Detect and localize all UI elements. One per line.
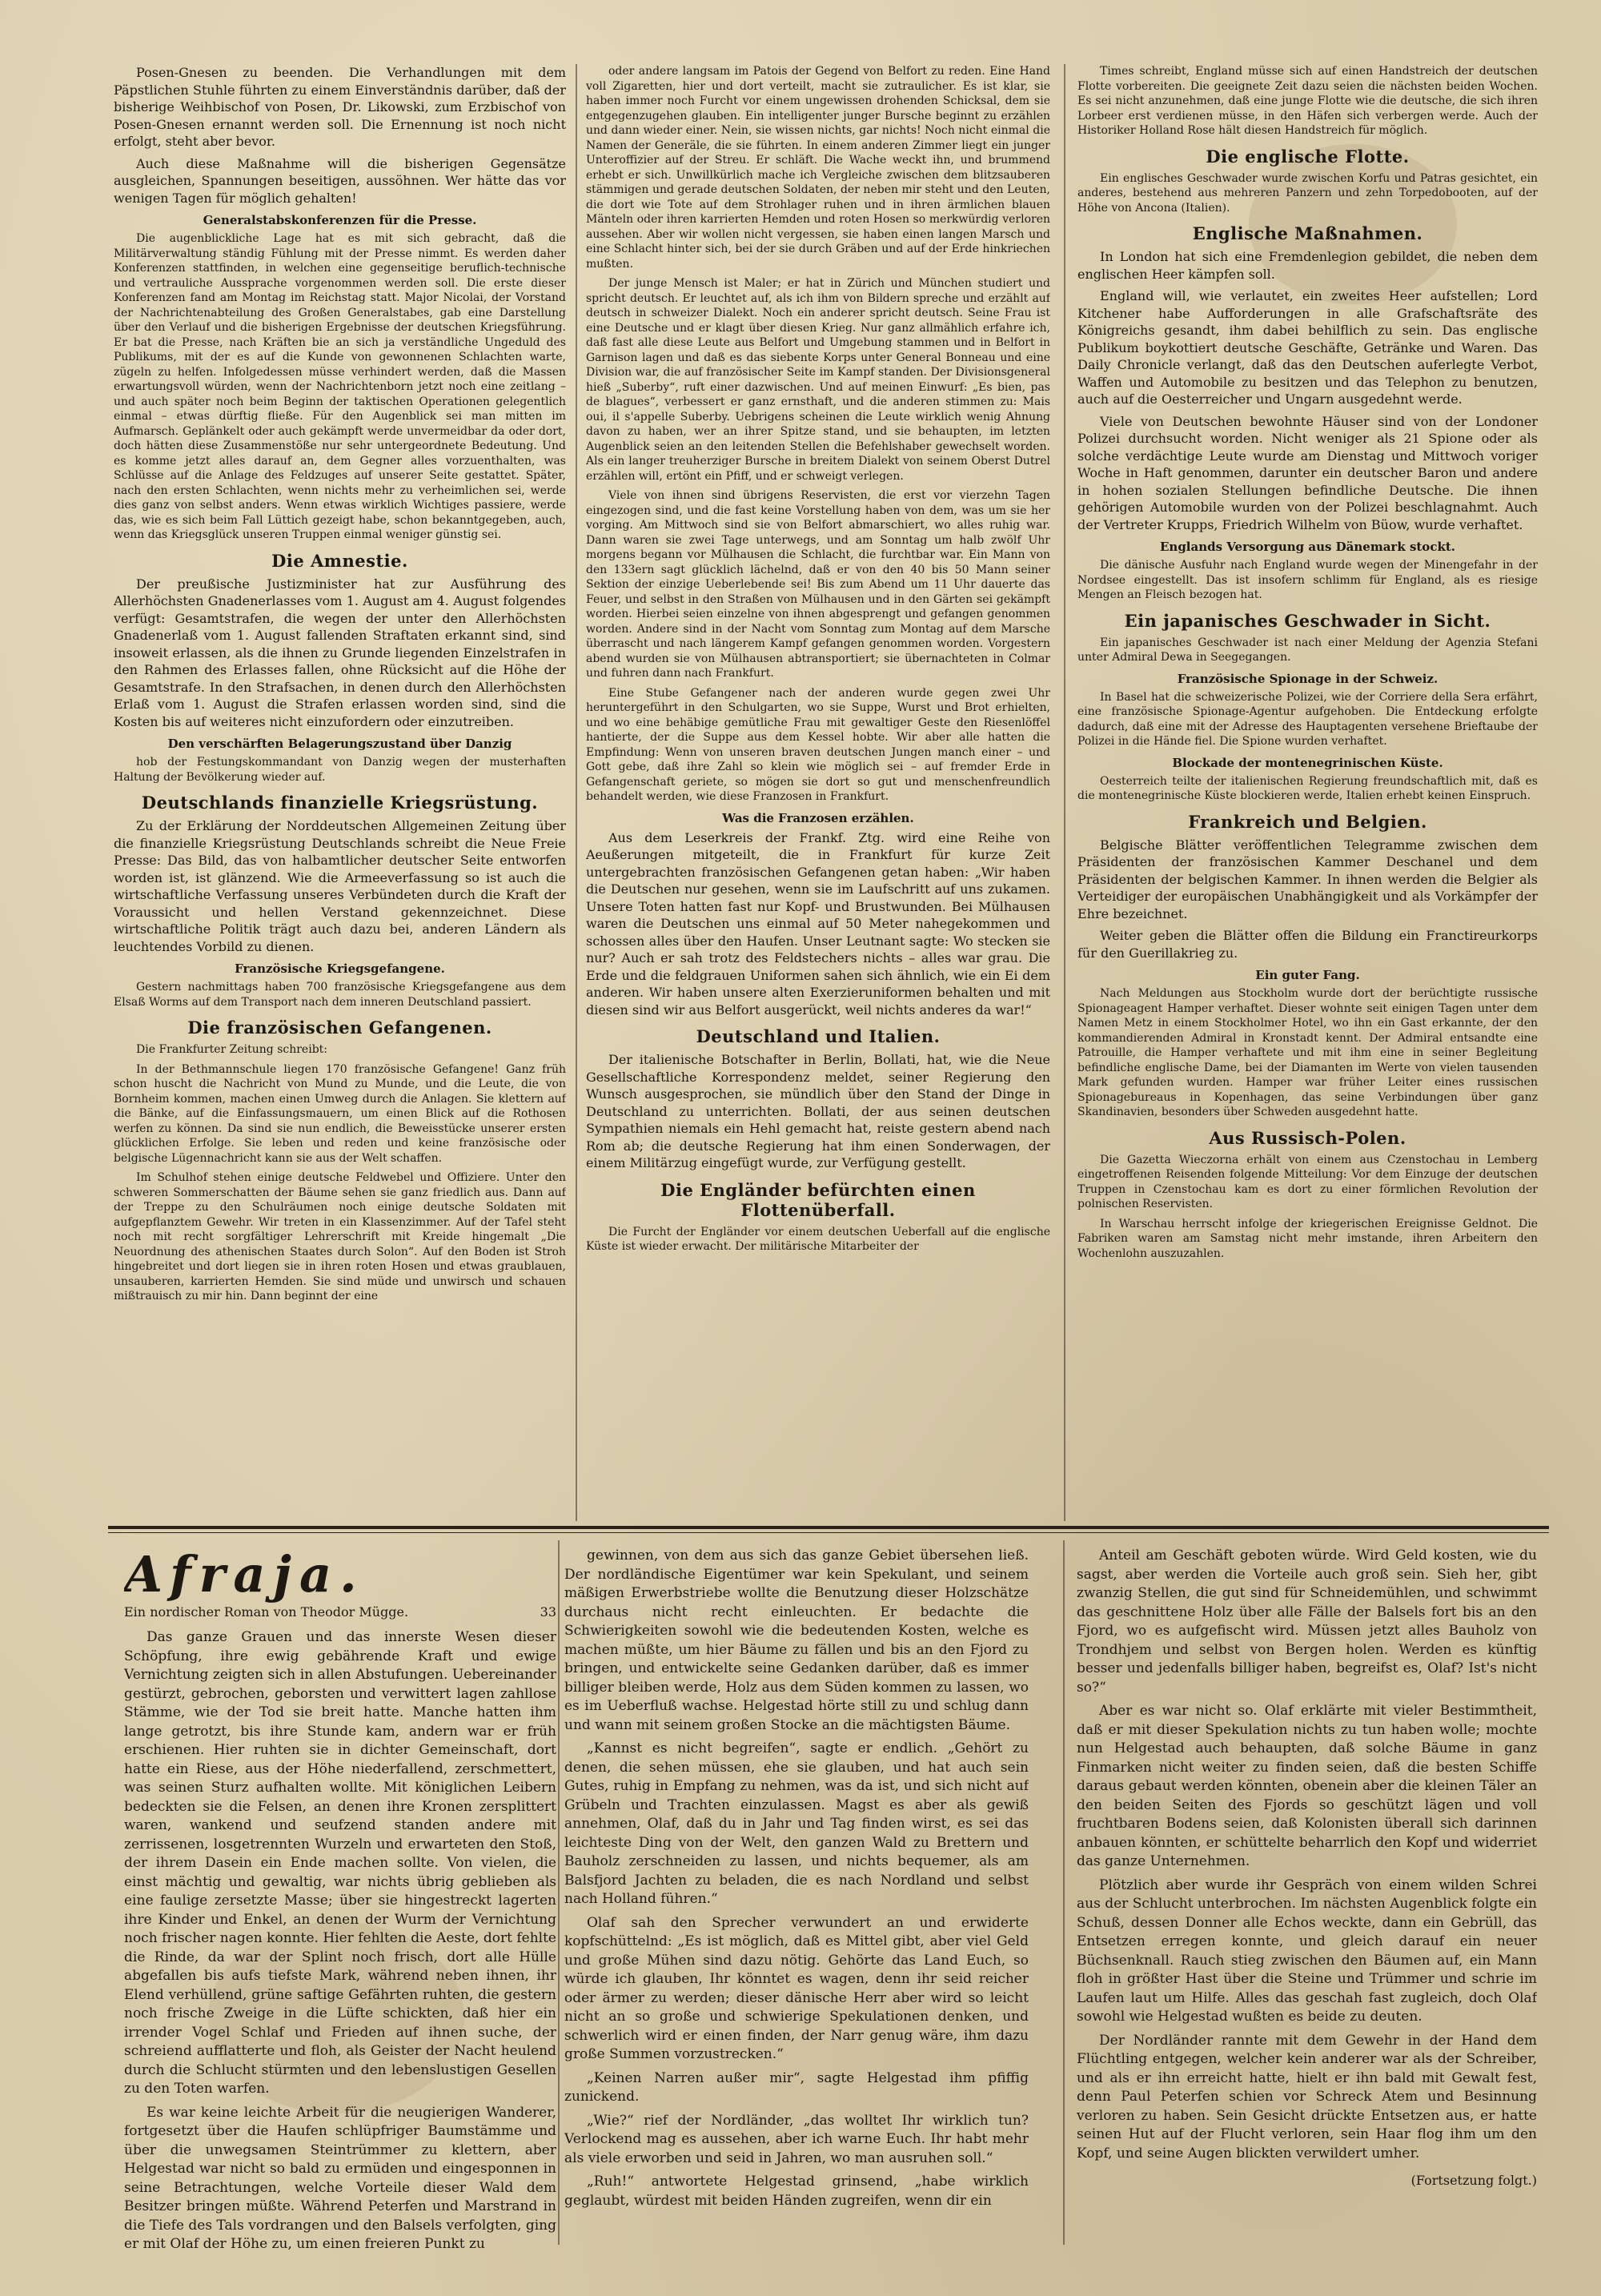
article-paragraph: Belgische Blätter veröffentlichen Telegramme zwischen dem Präsidenten der französischen Kammer Deschanel und dem Präsidenten der belgischen Kammer. In ihnen werden die Belgier als Verteidiger der europäischen Unabhängigkeit und als Vorkämpfer der Ehre bezeichnet. — [1077, 837, 1538, 921]
article-paragraph: Die augenblickliche Lage hat es mit sich gebracht, daß die Militärverwaltung ständig Fühlung mit der Presse nimmt. Es werden daher Konferenzen stattfinden, in welchen eine gegenseitige beruflich-technische und vertrauliche Aussprache vorgenommen werden soll. Die erste dieser Konferenzen fand am Montag im Reichstag statt. Major Nicolai, der Vorstand der Nachrichtenabteilung des Großen Generalstabes, gab eine Darstellung über den Verlauf und die bisherigen Ergebnisse der deutschen Kriegsführung. Er bat die Presse, nach Kräften bie an sich ja verständliche Ungeduld des Publikums, mit der es auf die Kunde von gewonnenen Schlachten warte, zügeln zu helfen. Infolgedessen müsse verhindert werden, daß die Massen erwartungsvoll würden, wenn der Nachrichtenborn jetzt noch eine zeitlang – und auch später noch beim Beginn der taktischen Operationen gelegentlich einmal – etwas dürftig fließe. Für den Augenblick sei man mitten im Aufmarsch. Geplänkelt oder auch gekämpft werde unvermeidbar da oder dort, doch hätten diese Zusammenstöße nur sehr untergeordnete Bedeutung. Und es komme jetzt alles darauf an, dem Gegner alles vorzuenthalten, was Schlüsse auf die Anlage des Feldzuges auf unserer Seite gestattet. Später, nach den ersten Schlachten, wenn nichts mehr zu verheimlichen sei, werde dies ganz von selbst anders. Wenn etwas wirklich Wichtiges passiere, werde das, wie es sich beim Fall Lüttich gezeigt habe, schon bekanntgegeben, auch, wenn das Kriegsglück unseren Truppen einmal weniger günstig sei. — [114, 232, 566, 541]
article-paragraph: Ein englisches Geschwader wurde zwischen Korfu und Patras gesichtet, ein anderes, bestehend aus mehreren Panzern und zehn Torpedobooten, auf der Höhe von Ancona (Italien). — [1077, 171, 1538, 215]
feuilleton-column-1 — [124, 1547, 556, 2251]
novel-paragraph: Olaf sah den Sprecher verwundert an und erwiderte kopfschüttelnd: „Es ist möglich, daß es Mittel gibt, aber viel Geld und große Mühen sind dazu nötig. Gehörte das Land Euch, so würde ich glauben, Ihr könntet es wagen, denn ihr seid reicher oder ärmer zu werden; dieser dänische Herr aber wird so leicht nicht an so große und schwierige Spekulationen denken, und schwerlich wird er einen finden, der Narr genug wäre, ihm dazu große Summen vorzustrecken.“ — [564, 1914, 1029, 2062]
article-subheadline: Den verschärften Belagerungszustand über Danzig — [167, 737, 512, 751]
article-paragraph: hob der Festungskommandant von Danzig wegen der musterhaften Haltung der Bevölkerung wieder auf. — [114, 756, 566, 784]
article-headline: Aus Russisch-Polen. — [1209, 1127, 1406, 1148]
article-paragraph: In London hat sich eine Fremdenlegion gebildet, die neben dem englischen Heer kämpfen soll. — [1077, 249, 1538, 282]
novel-paragraph: Plötzlich aber wurde ihr Gespräch von einem wilden Schrei aus der Schlucht unterbrochen. Im nächsten Augenblick folgte ein Schuß, dessen Donner alle Echos weckte, dann ein Gebrüll, das Entsetzen erregen konnte, und gleich darauf ein neuer Büchsenknall. Rauch stieg zwischen den Bäumen auf, ein Mann floh in größter Hast über die Steine und Trümmer und schrie im Laufen laut um Hilfe. Alles das geschah fast zugleich, doch Olaf sowohl wie Helgestad wußten es beide zu deuten. — [1077, 1877, 1537, 2025]
article-paragraph: Viele von Deutschen bewohnte Häuser sind von der Londoner Polizei durchsucht worden. Nicht weniger als 21 Spione oder als solche verdächtige Leute wurde am Dienstag und Mittwoch voriger Woche in Haft genommen, darunter ein deutscher Baron und andere in hohen sozialen Stellungen befindliche Deutsche. Die ihnen gehörigen Automobile wurden von der Polizei beschlagnahmt. Auch der Vertreter Krupps, Friedrich Wilhelm von Büow, wurde verhaftet. — [1077, 413, 1538, 532]
article-subheadline: Blockade der montenegrinischen Küste. — [1172, 755, 1443, 770]
article-headline: Die Amnestie. — [271, 550, 408, 571]
novel-text — [124, 1628, 556, 2251]
article-paragraph: Der italienische Botschafter in Berlin, Bollati, hat, wie die Neue Gesellschaftliche Korrespondenz meldet, seiner Regierung den Wunsch ausgesprochen, sie mündlich über den Stand der Dinge in Deutschland zu unterrichten. Bollati, der aus seinen deutschen Sympathien niemals ein Hehl gemacht hat, reiste gestern abend nach Rom ab; die deutsche Regierung hat ihm einen Sonderwagen, der einem Militärzug eingefügt wurde, zur Verfügung gestellt. — [586, 1052, 1050, 1170]
article-paragraph: Eine Stube Gefangener nach der anderen wurde gegen zwei Uhr heruntergeführt in den Schulgarten, wo sie Suppe, Wurst und Brot erhielten, und wo eine behäbige gemütliche Frau mit gewaltiger Geste den Riesenlöffel hantierte, der die Suppe aus dem Kessel hobte. Wir aber alle hatten die Empfindung: Wenn von unseren braven deutschen Jungen manch einer – und Gott gebe, daß ihre Zahl so klein wie möglich sei – auf fremder Erde in Gefangenschaft geriete, so mögen sie dort so gut und menschenfreundlich behandelt werden, wie diese Franzosen in Frankfurt. — [586, 686, 1050, 803]
article-paragraph: Zu der Erklärung der Norddeutschen Allgemeinen Zeitung über die finanzielle Kriegsrüstung Deutschlands schreibt die Neue Freie Presse: Das Bild, das von halbamtlicher deutscher Seite entworfen worden ist, ist glänzend. Wie die Armeeverfassung so ist auch die wirtschaftliche Verfassung unseres Verbündeten durch die Kraft der Voraussicht und hellen Verstand gekennzeichnet. Diese wirtschaftliche Politik trägt auch dazu bei, anderen Ländern als leuchtendes Vorbild zu dienen. — [114, 818, 566, 954]
feuilleton-column-2 — [564, 1547, 1029, 2251]
novel-paragraph: Anteil am Geschäft geboten würde. Wird Geld kosten, wie du sagst, aber werden die Vorteile auch groß sein. Sieh her, gibt zwanzig Stellen, die gut sind für Schneidemühlen, und schwimmt das geschnittene Holz über alle Fälle der Balsels fort bis an den Fjord, wo es aufgefischt wird. Müssen jetzt alles Bauholz von Trondhjem und selbst von Bergen holen. Werden es künftig besser und jedenfalls billiger haben, begreifst es, Olaf? Ist's nicht so?“ — [1077, 1547, 1537, 1696]
news-column-2 — [586, 64, 1050, 1529]
article-headline: Deutschland und Italien. — [696, 1026, 941, 1046]
article-headline: Die englische Flotte. — [1206, 146, 1410, 167]
novel-paragraph: Das ganze Grauen und das innerste Wesen dieser Schöpfung, ihre ewig gebährende Kraft und ewige Vernichtung zeigten sich in allen Abstufungen. Uebereinander gestürzt, gebrochen, geborsten und verwittert lagen zahllose Stämme, wie der Tod sie breit hatte. Manche hatten ihm lange getrotzt, bis ihre Stunde kam, andern war er früh erschienen. Hier ruhten sie in dichter Gemeinschaft, dort hatte ein Riese, aus der Höhe niederfallend, zerschmettert, was seinen Sturz aufhalten wollte. Mit königlichen Leibern bedeckten sie die Felsen, an denen ihre Kronen zersplittert waren, wankend und seufzend standen andere mit zerrissenen, losgetrennten Wurzeln und erwarteten den Stoß, der ihrem Dasein ein Ende machen sollte. Von vielen, die einst mächtig und gewaltig, war nichts übrig geblieben als eine faulige zersetzte Masse; über sie hingestreckt lagerten ihre Kinder und Enkel, an denen der Wurm der Vernichtung noch frischer nagen konnte. Hier fehlten die Aeste, dort fehlte die Rinde, da war der Splint noch frisch, dort alle Hülle abgefallen bis aufs tiefste Mark, während neben ihnen, ihr Elend verhüllend, grüne saftige Gefährten ruhten, die gestern noch frische Zweige in die Lüfte schickten, daß hier ein irrender Vogel Schlaf und Frieden auf ihnen suche, der schreiend aufflatterte und floh, als Geister der Nacht heulend durch die Schlucht stürmten und den lebenslustigen Gesellen zu den Toten warfen. — [124, 1629, 556, 2097]
novel-paragraph: gewinnen, von dem aus sich das ganze Gebiet übersehen ließ. Der nordländische Eigentümer war kein Spekulant, und seinem mäßigen Erwerbstriebe wollte die Benutzung dieser Holzschätze durchaus nicht recht einleuchten. Er bedachte die Schwierigkeiten sowohl wie die bedeutenden Kosten, welche es machen müßte, um hier Bäume zu fällen und bis an den Fjord zu bringen, und entwickelte seine Gedanken darüber, daß es immer billiger bleiben werde, Holz aus dem Süden kommen zu lassen, wo es im Ueberfluß wachse. Helgestad hörte still zu und schlug dann und wann mit seinem großen Stocke an die mächtigsten Bäume. — [564, 1547, 1029, 1733]
column-divider — [1064, 64, 1065, 1521]
article-subheadline: Generalstabskonferenzen für die Presse. — [203, 213, 477, 227]
article-paragraph: Im Schulhof stehen einige deutsche Feldwebel und Offiziere. Unter den schweren Sommerschatten der Bäume sehen sie ganz friedlich aus. Dann auf der Treppe zu den Schulräumen noch einige deutsche Soldaten mit aufgepflanztem Gewehr. Wir treten in ein Klassenzimmer. Auf der Tafel steht noch mit recht sorgfältiger Lehrerschrift mit Kreide hingemalt „Die Neuordnung des athenischen Staates durch Solon“. Auf den Boden ist Stroh hingebreitet und dort liegen sie in ihren roten Hosen und etwas graublauen, unsauberen, karrierten Hemden. Sie sind müde und unwirsch und schauen mißtrauisch zu mir hin. Dann beginnt der eine — [114, 1171, 566, 1303]
installment-number: 33 — [540, 1604, 556, 1620]
article-paragraph: Nach Meldungen aus Stockholm wurde dort der berüchtigte russische Spionageagent Hamper verhaftet. Dieser wohnte seit einigen Tagen unter dem Namen Metz in einem Stockholmer Hotel, wo ihn ein Gast erkannte, der den kommandierenden Admiral in Kronstadt kennt. Der Admiral entsandte eine Patrouille, die Hamper verhaftete und mit ihm eine in seiner Begleitung befindliche englische Dame, bei der Diamanten im Werte von vielen tausenden Mark gefunden wurden. Hamper war früher Leiter eines russischen Spionagebureaus in Kopenhagen, das seine Verbindungen über ganz Skandinavien, besonders über Schweden ausgedehnt hatte. — [1077, 987, 1538, 1118]
article-subheadline: Französische Kriegsgefangene. — [235, 961, 445, 976]
article-headline: Englische Maßnahmen. — [1192, 223, 1423, 243]
novel-paragraph: „Ruh!“ antwortete Helgestad grinsend, „habe wirklich geglaubt, würdest mit beiden Händen zugreifen, wenn dir ein — [564, 2174, 1029, 2209]
article-paragraph: In Warschau herrscht infolge der kriegerischen Ereignisse Geldnot. Die Fabriken waren am Samstag nicht mehr imstande, ihren Arbeitern den Wochenlohn auszuzahlen. — [1077, 1217, 1538, 1260]
article-paragraph: Viele von ihnen sind übrigens Reservisten, die erst vor vierzehn Tagen eingezogen sind, und die fast keine Vorstellung haben von dem, was um sie her vorging. Am Mittwoch sind sie von Belfort abmarschiert, wo alles ruhig war. Dann waren sie zwei Tage unterwegs, und am Sonntag um halb zwölf Uhr morgens begann vor Mülhausen die Schlacht, die furchtbar war. Ein Mann von den 133ern sagt glücklich lächelnd, daß er von den 40 bis 50 Mann seiner Sektion der einzige Ueberlebende sei! Bis zum Abend um 11 Uhr dauerte das Feuer, und selbst in den Straßen von Mülhausen und in den Gärten sei gekämpft worden. Hierbei seien einzelne von ihnen abgesprengt und gefangen genommen worden. Andere sind in der Nacht vom Sonntag zum Montag auf dem Marsche überrascht und nach längerem Kampf gefangen genommen worden. Vorgestern abend wurden sie von Mülhausen abtransportiert; sie übernachteten in Colmar und fuhren dann nach Frankfurt. — [586, 489, 1050, 680]
news-column-1 — [114, 64, 566, 1529]
article-paragraph: Die Gazetta Wieczorna erhält von einem aus Czenstochau in Lemberg eingetroffenen Reisenden folgende Mitteilung: Vor dem Einzuge der deutschen Truppen in Czenstochau kam es dort zu einer förmlichen Revolution der polnischen Reservisten. — [1077, 1153, 1538, 1210]
article-headline: Die Engländer befürchten einen Flottenüberfall. — [660, 1179, 976, 1220]
article-headline: Ein japanisches Geschwader in Sicht. — [1124, 610, 1491, 631]
continued-note: (Fortsetzung folgt.) — [1410, 2173, 1537, 2188]
novel-paragraph: Es war keine leichte Arbeit für die neugierigen Wanderer, fortgesetzt über die Haufen schlüpfriger Baumstämme und über die unwegsamen Steintrümmer zu klettern, aber Helgestad war nicht so bald zu ermüden und eingesponnen in seine Betrachtungen, welche Vorteile dieser Wald dem Besitzer bringen müßte. Während Peterfen und Marstrand in die Tiefe des Tals vordrangen und den Balsels verfolgten, ging er mit Olaf der Höhe zu, um einen freieren Punkt zu — [124, 2104, 556, 2251]
novel-text — [1077, 1547, 1537, 2163]
feuilleton-divider-thin — [108, 1532, 1549, 1533]
article-paragraph: Der junge Mensch ist Maler; er hat in Zürich und München studiert und spricht deutsch. Er leuchtet auf, als ich ihm von Bildern spreche und erzählt auf deutsch in schweizer Dialekt. Noch ein anderer spricht deutsch. Seine Frau ist eine Deutsche und er klagt über diesen Krieg. Nur ganz allmählich erfahre ich, daß fast alle diese Leute aus Belfort und Umgebung stammen und in Belfort in Garnison lagen und daß es das siebente Korps unter General Bonneau und eine Division war, die auf französischer Seite im Kampf standen. Der Divisionsgeneral hieß „Suberby“, ruft einer dazwischen. Und auf meinen Einwurf: „Es bien, pas de blagues“, verbessert er ganz ernsthaft, und die anderen stimmen zu: Mais oui, il s'appelle Suberby. Uebrigens scheinen die Leute wirklich wenig Ahnung davon zu haben, wer an ihrer Spitze stand, und sie behaupten, im letzten Augenblick seien an den leitenden Stellen die Befehlshaber gewechselt worden. Als ein langer treuherziger Bursche in breitem Dialekt von seinem Oberst Dutrel erzählen will, ertönt ein Pfiff, und er schweigt verlegen. — [586, 277, 1050, 483]
article-paragraph: oder andere langsam im Patois der Gegend von Belfort zu reden. Eine Hand voll Zigaretten, hier und dort verteilt, macht sie zutraulicher. Es ist klar, sie haben immer noch Furcht vor einem ungewissen drohenden Schicksal, dem sie entgegenzugehen glauben. Ein intelligenter junger Bursche beginnt zu erzählen und dann wieder einer. Nein, sie wissen nichts, gar nichts! Noch nicht einmal die Namen der Generäle, die sie führten. In einem anderen Zimmer liegt ein junger Unteroffizier auf der Streu. Er schläft. Die Wache weckt ihn, und brummend erhebt er sich. Unwillkürlich mache ich Vergleiche zwischen dem blitzsauberen stämmigen und gerade deutschen Soldaten, der neben mir steht und den Leuten, die dort wie Tote auf dem Strohlager ruhen und in ihren ärmlichen blauen Mänteln oder ihren karrierten Hemden und roten Hosen so merkwürdig verloren aussehen. Aber wir wollen nicht vergessen, sie haben einen langen Marsch und eine Schlacht hinter sich, bei der sie durch Gräben und auf der Erde hinkriechen mußten. — [586, 65, 1050, 271]
novel-title: Afraja. — [124, 1547, 365, 1604]
article-subheadline: Ein guter Fang. — [1255, 968, 1360, 982]
article-paragraph: Times schreibt, England müsse sich auf einen Handstreich der deutschen Flotte vorbereiten. Die geeignete Zeit dazu seien die nächsten beiden Wochen. Es sei nicht anzunehmen, daß eine junge Flotte wie die deutsche, die sich ihren Lorbeer erst verdienen müsse, in den Häfen sich verbergen werde. Auch der Historiker Holland Rose hält diesen Handstreich für möglich. — [1077, 65, 1538, 137]
novel-subtitle-row — [124, 1604, 556, 1620]
article-subheadline: Was die Franzosen erzählen. — [722, 810, 914, 825]
feuilleton-divider — [108, 1526, 1549, 1529]
article-paragraph: England will, wie verlautet, ein zweites Heer aufstellen; Lord Kitchener habe Aufforderungen in alle Grafschaftsräte des Königreichs gesandt, ihm dabei behilflich zu sein. Das englische Publikum boykottiert deutsche Geschäfte, Getränke und Waren. Das Daily Chronicle verlangt, daß das den Deutschen auferlegte Verbot, Waffen und Automobile zu besitzen und das Telephon zu benutzen, auch auf die Oesterreicher und Ungarn ausgedehnt werde. — [1077, 288, 1538, 407]
article-paragraph: In Basel hat die schweizerische Polizei, wie der Corriere della Sera erfährt, eine französische Spionage-Agentur aufgehoben. Die Entdeckung erfolgte dadurch, daß eine mit der Adresse des Hauptagenten versehene Brieftaube der Polizei in die Hände fiel. Die Spione wurden verhaftet. — [1077, 690, 1538, 748]
article-paragraph: Aus dem Leserkreis der Frankf. Ztg. wird eine Reihe von Aeußerungen mitgeteilt, die in Frankfurt für kurze Zeit untergebrachten französischen Gefangenen getan haben: „Wir haben die Deutschen nur gesehen, wenn sie im Laufschritt auf uns zukamen. Unsere Toten hatten fast nur Kopf- und Brustwunden. Bei Mülhausen waren die Deutschen uns einmal auf 50 Meter nahegekommen und schossen alles über den Haufen. Unser Leutnant sagte: Wo stecken sie nur? Auch er sah trotz des Feldstechers nichts – alles war grau. Die Erde und die feldgrauen Uniformen sahen sich ähnlich, wie ein Ei dem anderen. Wir haben unsere alten Exerzieruniformen behalten und mit diesen sind wir aus Belfort ausgerückt, weil nichts anderes da war!“ — [586, 829, 1050, 1018]
article-subheadline: Französische Spionage in der Schweiz. — [1177, 671, 1438, 686]
column-divider — [558, 1540, 560, 2245]
article-paragraph: Die dänische Ausfuhr nach England wurde wegen der Minengefahr in der Nordsee eingestellt. Das ist insofern schlimm für England, als es riesige Mengen an Fleisch bezogen hat. — [1077, 559, 1538, 601]
novel-paragraph: „Kannst es nicht begreifen“, sagte er endlich. „Gehört zu denen, die sehen müssen, ehe sie glauben, und hat auch sein Gutes, ruhig in Empfang zu nehmen, was da ist, und sich nicht auf Grübeln und Trachten einzulassen. Magst es aber als gewiß annehmen, Olaf, daß du in Jahr und Tag finden wirst, es sei das leichteste Ding von der Welt, den ganzen Wald zu Brettern und Bauholz zerschneiden zu lassen, und nichts bequemer, als am Balsfjord Jachten zu beladen, die es nach Nordland und selbst nach Holland führen.“ — [564, 1740, 1029, 1907]
article-paragraph: Posen-Gnesen zu beenden. Die Verhandlungen mit dem Päpstlichen Stuhle führten zu einem Einverständnis darüber, daß der bisherige Weihbischof von Posen, Dr. Likowski, zum Erzbischof von Posen-Gnesen ernannt werden soll. Die Ernennung ist noch nicht erfolgt, steht aber bevor. — [114, 65, 566, 149]
article-paragraph: Ein japanisches Geschwader ist nach einer Meldung der Agenzia Stefani unter Admiral Dewa in Seegegangen. — [1077, 636, 1538, 664]
article-paragraph: In der Bethmannschule liegen 170 französische Gefangene! Ganz früh schon huscht die Nachricht von Mund zu Munde, und die Leute, die von Bornheim kommen, machen einen Umweg durch die Anlagen. Sie klettern auf die Bänke, auf die Einfassungsmauern, um einen Blick auf die Rothosen werfen zu können. Da sind sie nun endlich, die Beweisstücke unserer ersten glücklichen Erfolge. Sie leben und reden und keine französische oder belgische Lügennachricht kann sie aus der Welt schaffen. — [114, 1062, 566, 1165]
article-subheadline: Englands Versorgung aus Dänemark stockt. — [1159, 540, 1455, 554]
article-paragraph: Gestern nachmittags haben 700 französische Kriegsgefangene aus dem Elsaß Worms auf dem Transport nach dem inneren Deutschland passiert. — [114, 981, 566, 1009]
column-divider — [576, 64, 577, 1521]
novel-paragraph: Aber es war nicht so. Olaf erklärte mit vieler Bestimmtheit, daß er mit dieser Spekulation nichts zu tun haben wolle; mochte nun Helgestad auch behaupten, daß solche Bäume in ganz Finmarken nicht weiter zu finden seien, daß die besten Schiffe daraus gebaut werden könnten, obenein aber die kleinen Täler an den beiden Seiten des Fjords so geschützt lägen und voll fruchtbaren Bodens seien, daß Kolonisten überall sich darinnen anbauen könnten, er schüttelte beharrlich den Kopf und widerriet das ganze Unternehmen. — [1077, 1703, 1537, 1869]
article-paragraph: Weiter geben die Blätter offen die Bildung ein Franctireurkorps für den Guerillakrieg zu. — [1077, 928, 1538, 961]
news-column-3 — [1077, 64, 1538, 1529]
novel-subtitle: Ein nordischer Roman von Theodor Mügge. — [124, 1604, 409, 1620]
article-paragraph: Die Frankfurter Zeitung schreibt: — [136, 1043, 327, 1056]
novel-paragraph: Der Nordländer rannte mit dem Gewehr in der Hand dem Flüchtling entgegen, welcher kein anderer war als der Schreiber, und als er ihn erreicht hatte, hielt er ihn bald mit Gewalt fest, denn Paul Peterfen schien vor Schreck Atem und Besinnung verloren zu haben. Sein Gesicht drückte Entsetzen aus, er hatte seinen Hut auf der Flucht verloren, sein Haar flog ihm um den Kopf, und seine Augen blickten verwildert umher. — [1077, 2032, 1537, 2162]
article-paragraph: Oesterreich teilte der italienischen Regierung freundschaftlich mit, daß es die montenegrinische Küste blockieren werde, Italien erhebt keinen Einspruch. — [1077, 774, 1538, 802]
novel-paragraph: „Wie?“ rief der Nordländer, „das wolltet Ihr wirklich tun? Verlockend mag es aussehen, aber ich warne Euch. Ihr habt mehr als viele erworben und seid in Jahren, wo man ausruhen soll.“ — [564, 2112, 1029, 2166]
article-paragraph: Der preußische Justizminister hat zur Ausführung des Allerhöchsten Gnadenerlasses vom 1. August am 4. August folgendes verfügt: Gesamtstrafen, die wegen der unter den Allerhöchsten Gnadenerlaß vom 1. August fallenden Straftaten erkannt sind, sind insoweit erlassen, als die ihnen zu Grunde liegenden Einzelstrafen in den Rahmen des Erlasses fallen, ohne Rücksicht auf die Höhe der Gesamtstrafe. In den Strafsachen, in denen durch den Allerhöchsten Erlaß vom 1. August die Strafen erlassen worden sind, sind die Kosten bis auf weiteres nicht einzufordern oder einzutreiben. — [114, 576, 566, 729]
novel-paragraph: „Keinen Narren außer mir“, sagte Helgestad ihm pfiffig zunickend. — [564, 2069, 1029, 2105]
feuilleton-column-3 — [1077, 1547, 1537, 2251]
article-headline: Die französischen Gefangenen. — [187, 1018, 492, 1038]
article-headline: Deutschlands finanzielle Kriegsrüstung. — [141, 793, 539, 813]
article-paragraph: Auch diese Maßnahme will die bisherigen Gegensätze ausgleichen, Spannungen beseitigen, aussöhnen. Wer hätte das vor wenigen Tagen für möglich gehalten! — [114, 155, 566, 206]
column-divider — [1063, 1540, 1065, 2245]
article-paragraph: Die Furcht der Engländer vor einem deutschen Ueberfall auf die englische Küste ist wieder erwacht. Der militärische Mitarbeiter der — [586, 1225, 1050, 1253]
article-headline: Frankreich und Belgien. — [1188, 811, 1427, 832]
